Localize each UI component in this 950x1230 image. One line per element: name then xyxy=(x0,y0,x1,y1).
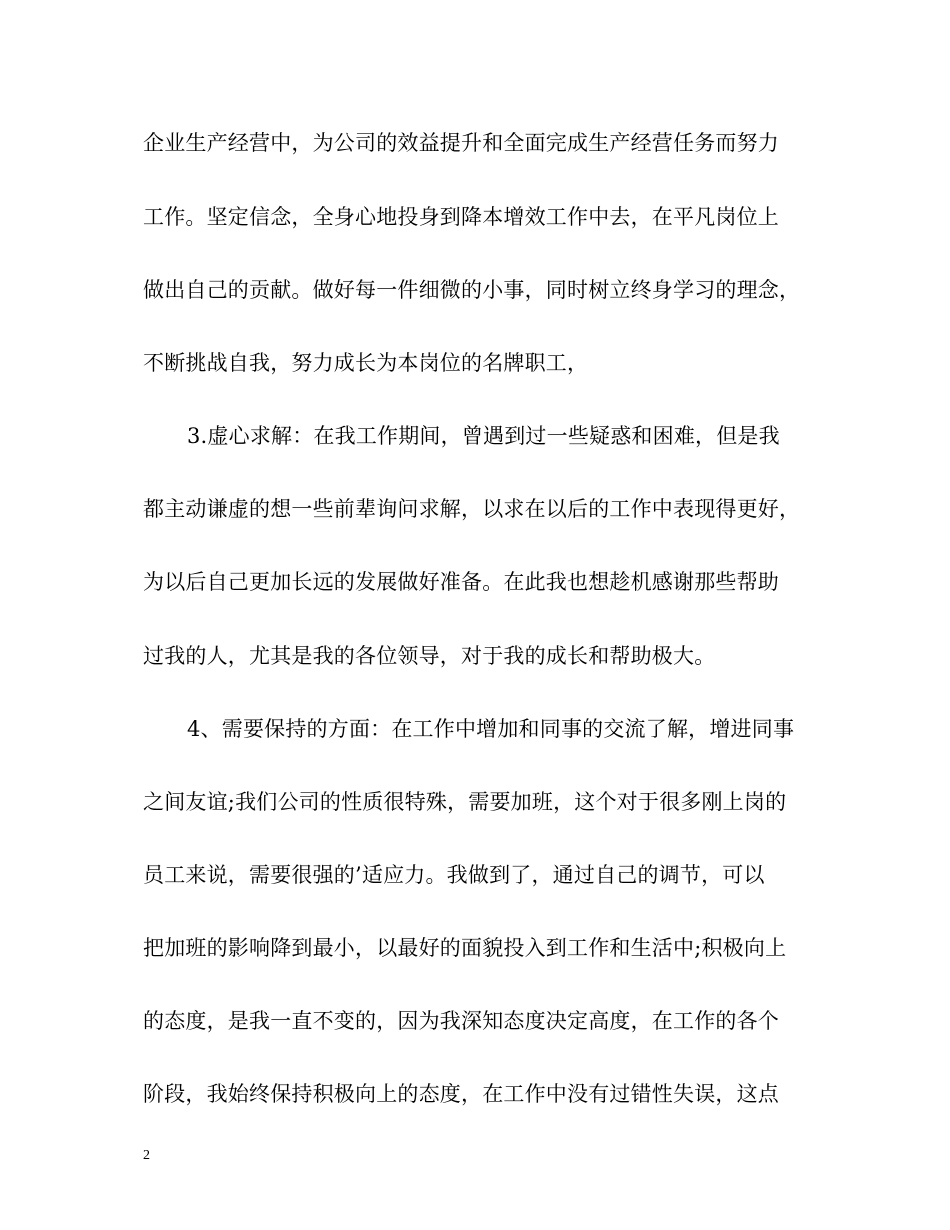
text-line: 之间友谊;我们公司的性质很特殊，需要加班，这个对于很多刚上岗的 xyxy=(143,790,787,814)
text-line: 做出自己的贡献。做好每一件细微的小事，同时树立终身学习的理念， xyxy=(143,278,801,302)
text-line: 都主动谦虚的想一些前辈询问求解，以求在以后的工作中表现得更好， xyxy=(143,497,801,521)
text-line: 的态度，是我一直不变的，因为我深知态度决定高度，在工作的各个 xyxy=(143,1009,779,1033)
text-line: 为以后自己更加长远的发展做好准备。在此我也想趁机感谢那些帮助 xyxy=(143,570,779,594)
paragraph-start-line: 4、需要保持的方面：在工作中增加和同事的交流了解，增进同事 xyxy=(187,717,795,741)
text-line: 不断挑战自我，努力成长为本岗位的名牌职工， xyxy=(143,351,589,375)
page-number: 2 xyxy=(143,1148,150,1163)
text-line: 员工来说，需要很强的’适应力。我做到了，通过自己的调节，可以 xyxy=(143,863,765,887)
paragraph-start-line: 3.虚心求解：在我工作期间，曾遇到过一些疑惑和困难，但是我 xyxy=(187,424,780,448)
text-line: 把加班的影响降到最小，以最好的面貌投入到工作和生活中;积极向上 xyxy=(143,936,787,960)
text-line: 过我的人，尤其是我的各位领导，对于我的成长和帮助极大。 xyxy=(143,644,716,668)
text-line: 阶段，我始终保持积极向上的态度，在工作中没有过错性失误，这点 xyxy=(143,1082,779,1106)
text-line: 工作。坚定信念，全身心地投身到降本增效工作中去，在平凡岗位上 xyxy=(143,205,779,229)
text-line: 企业生产经营中，为公司的效益提升和全面完成生产经营任务而努力 xyxy=(143,131,779,155)
